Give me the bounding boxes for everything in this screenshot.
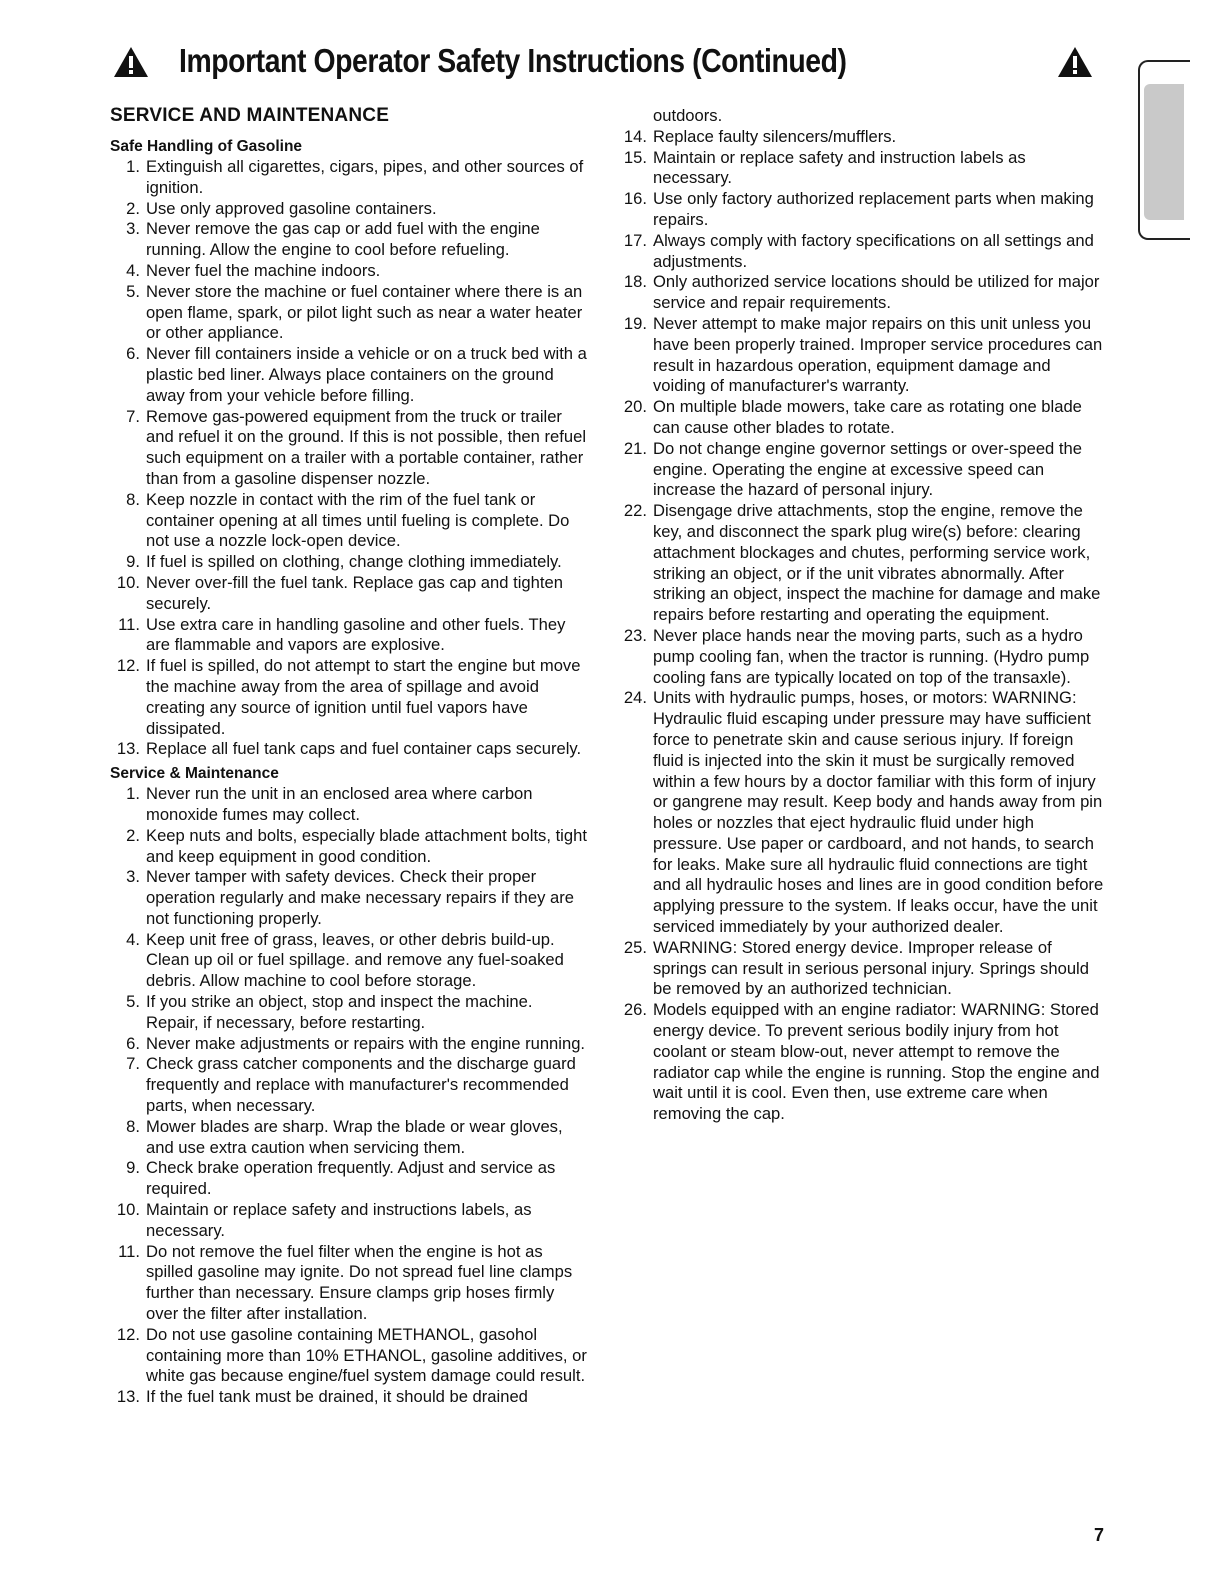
list-item-number: 25. — [623, 937, 647, 957]
list-item-number: 21. — [623, 438, 647, 458]
list-item-number: 2. — [126, 198, 140, 218]
list-item-number: 18. — [623, 272, 647, 292]
list-item-number: 2. — [126, 825, 140, 845]
list-item-number: 22. — [623, 501, 647, 521]
maintenance-list-continued — [617, 127, 1105, 1125]
list-item-number: 14. — [623, 126, 647, 146]
list-item-text: Never attempt to make major repairs on this unit unless you have been properly trained. Improper service procedures can result in hazardous operation, equipment damage and voiding of manufacturer's warranty. — [653, 313, 1103, 396]
list-item — [617, 127, 1105, 148]
list-item-number: 3. — [126, 219, 140, 239]
list-item — [110, 261, 588, 282]
list-item — [110, 1054, 588, 1116]
list-item-text: Remove gas-powered equipment from the truck or trailer and refuel it on the ground. If this is not possible, then refuel such equipment on a trailer with a portable container, rather than from a gasoline dispenser nozzle. — [146, 406, 587, 488]
list-item-number: 1. — [126, 157, 140, 176]
list-item — [110, 867, 588, 929]
list-item-text: Never place hands near the moving parts, such as a hydro pump cooling fan, when the tractor is running. (Hydro pump cooling fans are typically located on top of the transaxle). — [653, 625, 1090, 687]
section-title: SERVICE AND MAINTENANCE — [110, 105, 390, 126]
list-item-number: 8. — [126, 1116, 140, 1136]
list-item — [110, 344, 588, 406]
list-item — [110, 784, 588, 826]
list-item-number: 19. — [623, 313, 647, 333]
list-item-number: 8. — [126, 489, 140, 509]
list-item-text: On multiple blade mowers, take care as rotating one blade can cause other blades to rotate. — [653, 397, 1082, 437]
list-item-text: If fuel is spilled, do not attempt to start the engine but move the machine away from the area of spillage and avoid creating any source of ignition until fuel vapors have dissipated. — [146, 656, 581, 738]
list-item-number: 24. — [623, 688, 647, 708]
list-item — [110, 552, 588, 573]
list-item — [110, 407, 588, 490]
left-column — [110, 104, 588, 1408]
list-item-text: Do not use gasoline containing METHANOL, gasohol containing more than 10% ETHANOL, gasoline additives, or white gas because engine/fuel system damage could result. — [146, 1324, 587, 1386]
list-item-number: 11. — [118, 1241, 140, 1261]
list-item-number: 6. — [126, 344, 140, 364]
list-item-number: 9. — [126, 552, 140, 572]
maintenance-list — [110, 784, 588, 1408]
list-item-number: 9. — [126, 1158, 140, 1178]
list-item-text: Replace all fuel tank caps and fuel container caps securely. — [146, 739, 582, 759]
list-item-text: Replace faulty silencers/mufflers. — [653, 126, 897, 146]
list-item — [110, 282, 588, 344]
list-item — [617, 272, 1105, 314]
list-item — [110, 219, 588, 261]
list-item-number: 10. — [116, 572, 140, 592]
list-item — [110, 1242, 588, 1325]
list-item — [110, 930, 588, 992]
page-title: Important Operator Safety Instructions (Continued) — [179, 42, 847, 79]
list-item-text: Use only approved gasoline containers. — [146, 198, 437, 218]
list-item-text: Keep nozzle in contact with the rim of the fuel tank or container opening at all times until fueling is complete. Do not use a nozzle lock-open device. — [146, 489, 570, 551]
list-item-text: Never remove the gas cap or add fuel with the engine running. Allow the engine to cool before refueling. — [146, 219, 540, 260]
list-item — [617, 938, 1105, 1000]
list-item — [617, 397, 1105, 439]
list-item-number: 20. — [623, 397, 647, 417]
list-item-number: 13. — [116, 739, 140, 759]
list-item — [617, 148, 1105, 190]
list-item-text: Maintain or replace safety and instructions labels, as necessary. — [146, 1200, 532, 1240]
warning-triangle-icon — [1057, 46, 1093, 78]
list-item-text: Disengage drive attachments, stop the engine, remove the key, and disconnect the spark plug wire(s) before: clearing attachment blockages and chutes, performing service work, striking an object, or if the unit vibrates abnormally. After striking an object, inspect the machine for damage and make repairs before restarting and operating the equipment. — [653, 501, 1101, 625]
list-item-number: 10. — [116, 1200, 140, 1220]
list-item — [110, 1387, 588, 1408]
list-item — [617, 314, 1105, 397]
warning-triangle-icon — [113, 46, 149, 78]
list-item-number: 26. — [623, 1000, 647, 1020]
list-item-text: Never tamper with safety devices. Check their proper operation regularly and make necessary repairs if they are not functioning properly. — [146, 867, 574, 928]
list-item-text: Never fill containers inside a vehicle or on a truck bed with a plastic bed liner. Always place containers on the ground away from your vehicle before filling. — [146, 344, 587, 405]
list-item — [110, 615, 588, 657]
list-item — [110, 992, 588, 1034]
section-tab — [1138, 60, 1190, 240]
list-item — [110, 1117, 588, 1159]
list-item-text: Extinguish all cigarettes, cigars, pipes, and other sources of ignition. — [146, 157, 584, 197]
list-item — [110, 490, 588, 552]
list-item — [617, 231, 1105, 273]
continued-text: outdoors. — [653, 106, 723, 125]
list-item-number: 12. — [116, 1324, 140, 1344]
list-item-number: 4. — [126, 929, 140, 949]
list-item — [110, 656, 588, 739]
list-item-text: Keep nuts and bolts, especially blade attachment bolts, tight and keep equipment in good condition. — [146, 825, 587, 866]
list-item-number: 5. — [126, 992, 140, 1012]
list-item — [617, 1000, 1105, 1125]
list-item — [110, 739, 588, 760]
list-item — [110, 1158, 588, 1200]
list-item-text: Never make adjustments or repairs with the engine running. — [146, 1033, 586, 1053]
list-item — [110, 826, 588, 868]
list-item — [110, 573, 588, 615]
section-tab-fill — [1144, 84, 1184, 220]
list-item-number: 5. — [126, 281, 140, 301]
list-item — [617, 688, 1105, 938]
list-item — [617, 439, 1105, 501]
section-tab-label: Safety — [1115, 127, 1135, 183]
list-item-number: 6. — [126, 1033, 140, 1053]
list-item-text: Never run the unit in an enclosed area where carbon monoxide fumes may collect. — [146, 784, 533, 824]
list-item-number: 23. — [623, 625, 647, 645]
right-column — [617, 106, 1105, 1125]
subsection-title-gasoline: Safe Handling of Gasoline — [110, 138, 303, 155]
list-item-number: 4. — [126, 260, 140, 280]
list-item-text: Do not change engine governor settings or over-speed the engine. Operating the engine at excessive speed can increase the hazard of personal injury. — [653, 438, 1082, 500]
list-item-text: Mower blades are sharp. Wrap the blade or wear gloves, and use extra caution when servicing them. — [146, 1116, 563, 1157]
list-item-text: If the fuel tank must be drained, it should be drained — [146, 1387, 528, 1407]
list-item-text: If fuel is spilled on clothing, change clothing immediately. — [146, 552, 562, 572]
list-item — [617, 501, 1105, 626]
list-item — [110, 199, 588, 220]
list-item-text: Models equipped with an engine radiator: WARNING: Stored energy device. To prevent serious bodily injury from hot coolant or steam blow-out, never attempt to remove the radiator cap while the engine is running. Stop the engine and wait until it is cool. Even then, use extreme care when removing the cap. — [653, 1000, 1100, 1124]
list-item-number: 16. — [623, 189, 647, 209]
list-item-text: Keep unit free of grass, leaves, or other debris build-up. Clean up oil or fuel spillage. and remove any fuel-soaked debris. Allow machine to cool before storage. — [146, 929, 564, 991]
subsection-title-maintenance: Service & Maintenance — [110, 765, 279, 783]
list-item-number: 12. — [116, 656, 140, 676]
list-item-number: 1. — [126, 784, 140, 804]
list-item-text: Maintain or replace safety and instruction labels as necessary. — [653, 147, 1026, 188]
list-item — [110, 157, 588, 199]
list-item-number: 3. — [126, 867, 140, 887]
list-item-text: Use extra care in handling gasoline and other fuels. They are flammable and vapors are explosive. — [146, 614, 566, 655]
list-item — [617, 626, 1105, 688]
list-item-text: Use only factory authorized replacement parts when making repairs. — [653, 189, 1094, 229]
list-item-text: Check brake operation frequently. Adjust and service as required. — [146, 1158, 556, 1199]
list-item-number: 11. — [118, 614, 140, 634]
list-item-text: Never store the machine or fuel container where there is an open flame, spark, or pilot light such as near a water heater or other appliance. — [146, 281, 583, 343]
list-item-number: 13. — [116, 1387, 140, 1407]
list-item — [110, 1034, 588, 1055]
gasoline-list — [110, 157, 588, 760]
list-item-text: Do not remove the fuel filter when the engine is hot as spilled gasoline may ignite. Do not spread fuel line clamps further than necessary. Ensure clamps grip hoses firmly over the filter after installation. — [146, 1241, 573, 1324]
list-item-text: Only authorized service locations should be utilized for major service and repair requirements. — [653, 272, 1100, 313]
list-item-text: Never fuel the machine indoors. — [146, 260, 381, 280]
list-item-text: WARNING: Stored energy device. Improper release of springs can result in serious personal injury. Springs should be removed by an authorized technician. — [653, 937, 1089, 999]
list-item-text: Check grass catcher components and the discharge guard frequently and replace with manufacturer's recommended parts, when necessary. — [146, 1054, 576, 1116]
list-item-number: 15. — [623, 147, 647, 167]
list-item-number: 7. — [126, 406, 140, 426]
page-header — [113, 38, 1123, 88]
list-item-text: If you strike an object, stop and inspect the machine. Repair, if necessary, before restarting. — [146, 992, 533, 1032]
list-item-text: Units with hydraulic pumps, hoses, or motors: WARNING: Hydraulic fluid escaping under pressure may have sufficient force to penetrate skin and cause serious injury. If foreign fluid is injected into the skin it must be surgically removed within a few hours by a doctor familiar with this form of injury or gangrene may result. Keep body and hands away from pin holes or nozzles that eject hydraulic fluid under high pressure. Use paper or cardboard, and not hands, to search for leaks. Make sure all hydraulic fluid connections are tight and all hydraulic hoses and lines are in good condition before applying pressure to the system. If leaks occur, have the unit serviced immediately by your authorized dealer. — [653, 688, 1104, 937]
page-number: 7 — [1094, 1525, 1105, 1545]
list-item-text: Never over-fill the fuel tank. Replace gas cap and tighten securely. — [146, 572, 563, 613]
list-item-text: Always comply with factory specifications on all settings and adjustments. — [653, 230, 1094, 271]
list-item — [110, 1200, 588, 1242]
list-item-number: 7. — [126, 1054, 140, 1074]
list-item-number: 17. — [623, 230, 647, 250]
list-item — [617, 189, 1105, 231]
list-item — [110, 1325, 588, 1387]
